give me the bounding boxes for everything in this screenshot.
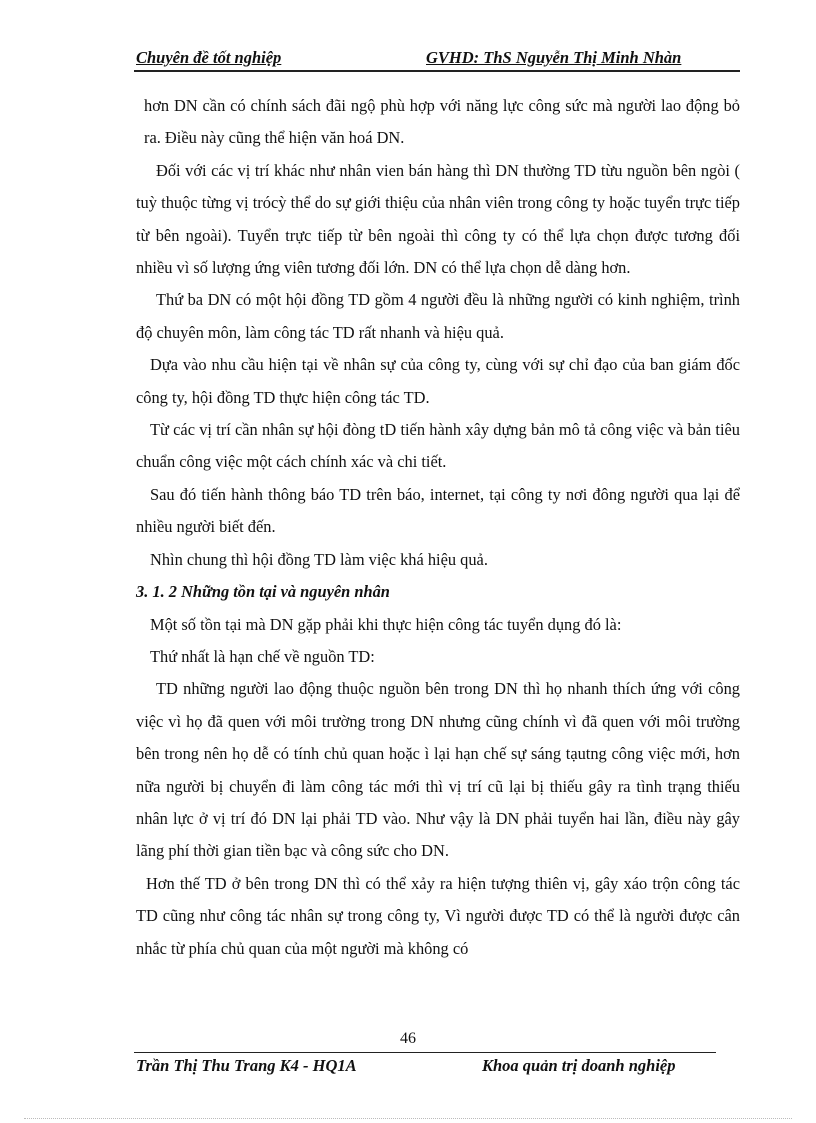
page-edge-divider	[24, 1118, 792, 1119]
footer-right-text: Khoa quản trị doanh nghiệp	[482, 1056, 676, 1075]
header-right-text: GVHD: ThS Nguyễn Thị Minh Nhàn	[426, 48, 682, 67]
paragraph: Đối với các vị trí khác như nhân vien bán hàng thì DN thường TD từu nguồn bên ngòi ( tuỳ thuộc từng vị trócỳ thể do sự giới thiệu của nhân viên trong công ty hoặc tuyển trực tiếp từ bên ngoài). Tuyển trực tiếp từ bên ngoài thì công ty có thể lựa chọn được tương đối nhiều vì số lượng ứng viên tương đối lớn. DN có thể lựa chọn dễ dàng hơn.	[136, 160, 740, 278]
paragraph: Thứ ba DN có một hội đồng TD gồm 4 người đều là những người có kinh nghiệm, trình độ chuyên môn, làm công tác TD rất nhanh và hiệu quả.	[136, 290, 740, 342]
paragraph: Một số tồn tại mà DN gặp phải khi thực hiện công tác tuyển dụng đó là:	[150, 614, 622, 634]
paragraph: Từ các vị trí cần nhân sự hội đòng tD tiến hành xây dựng bản mô tả công việc và bản tiêu chuẩn công việc một cách chính xác và chi tiết.	[136, 420, 740, 472]
body-text	[136, 90, 740, 965]
paragraph: TD những người lao động thuộc nguồn bên trong DN thì họ nhanh thích ứng với công việc vì họ đã quen với môi trường trong DN nhưng cũng chính vì đã quen với môi trường bên trong nên họ dễ có tính chủ quan hoặc ì lại hạn chế sự sáng tạutng công việc mới, hơn nữa người bị chuyển đi làm công tác mới thì vị trí cũ lại bị thiếu gây ra tình trạng thiếu nhân lực ở vị trí đó DN lại phải TD vào. Như vậy là DN phải tuyển hai lần, điều này gây lãng phí thời gian tiền bạc và công sức cho DN.	[136, 679, 740, 861]
page-footer	[134, 1056, 724, 1080]
paragraph: Dựa vào nhu cầu hiện tại về nhân sự của công ty, cùng với sự chỉ đạo của ban giám đốc công ty, hội đồng TD thực hiện công tác TD.	[136, 355, 740, 407]
paragraph: Thứ nhất là hạn chế về nguồn TD:	[150, 646, 375, 666]
paragraph: Sau đó tiến hành thông báo TD trên báo, internet, tại công ty nơi đông người qua lại để nhiều người biết đến.	[136, 484, 740, 537]
footer-left-text: Trần Thị Thu Trang K4 - HQ1A	[136, 1056, 357, 1075]
page-number: 46	[400, 1030, 416, 1047]
page-header	[134, 48, 740, 72]
paragraph: hơn DN cần có chính sách đãi ngộ phù hợp với năng lực công sức mà người lao động bỏ ra. Điều này cũng thể hiện văn hoá DN.	[144, 96, 740, 148]
footer-divider	[134, 1052, 716, 1053]
section-heading: 3. 1. 2 Những tồn tại và nguyên nhân	[136, 582, 390, 602]
paragraph: Nhìn chung thì hội đồng TD làm việc khá hiệu quả.	[150, 549, 488, 569]
paragraph: Hơn thế TD ở bên trong DN thì có thể xảy ra hiện tượng thiên vị, gây xáo trộn công tác TD cũng như công tác nhân sự trong công ty, Vì người được TD có thể là người được cân nhắc từ phía chủ quan của một người mà không có	[136, 873, 740, 958]
header-left-text: Chuyên đề tốt nghiệp	[136, 48, 282, 67]
